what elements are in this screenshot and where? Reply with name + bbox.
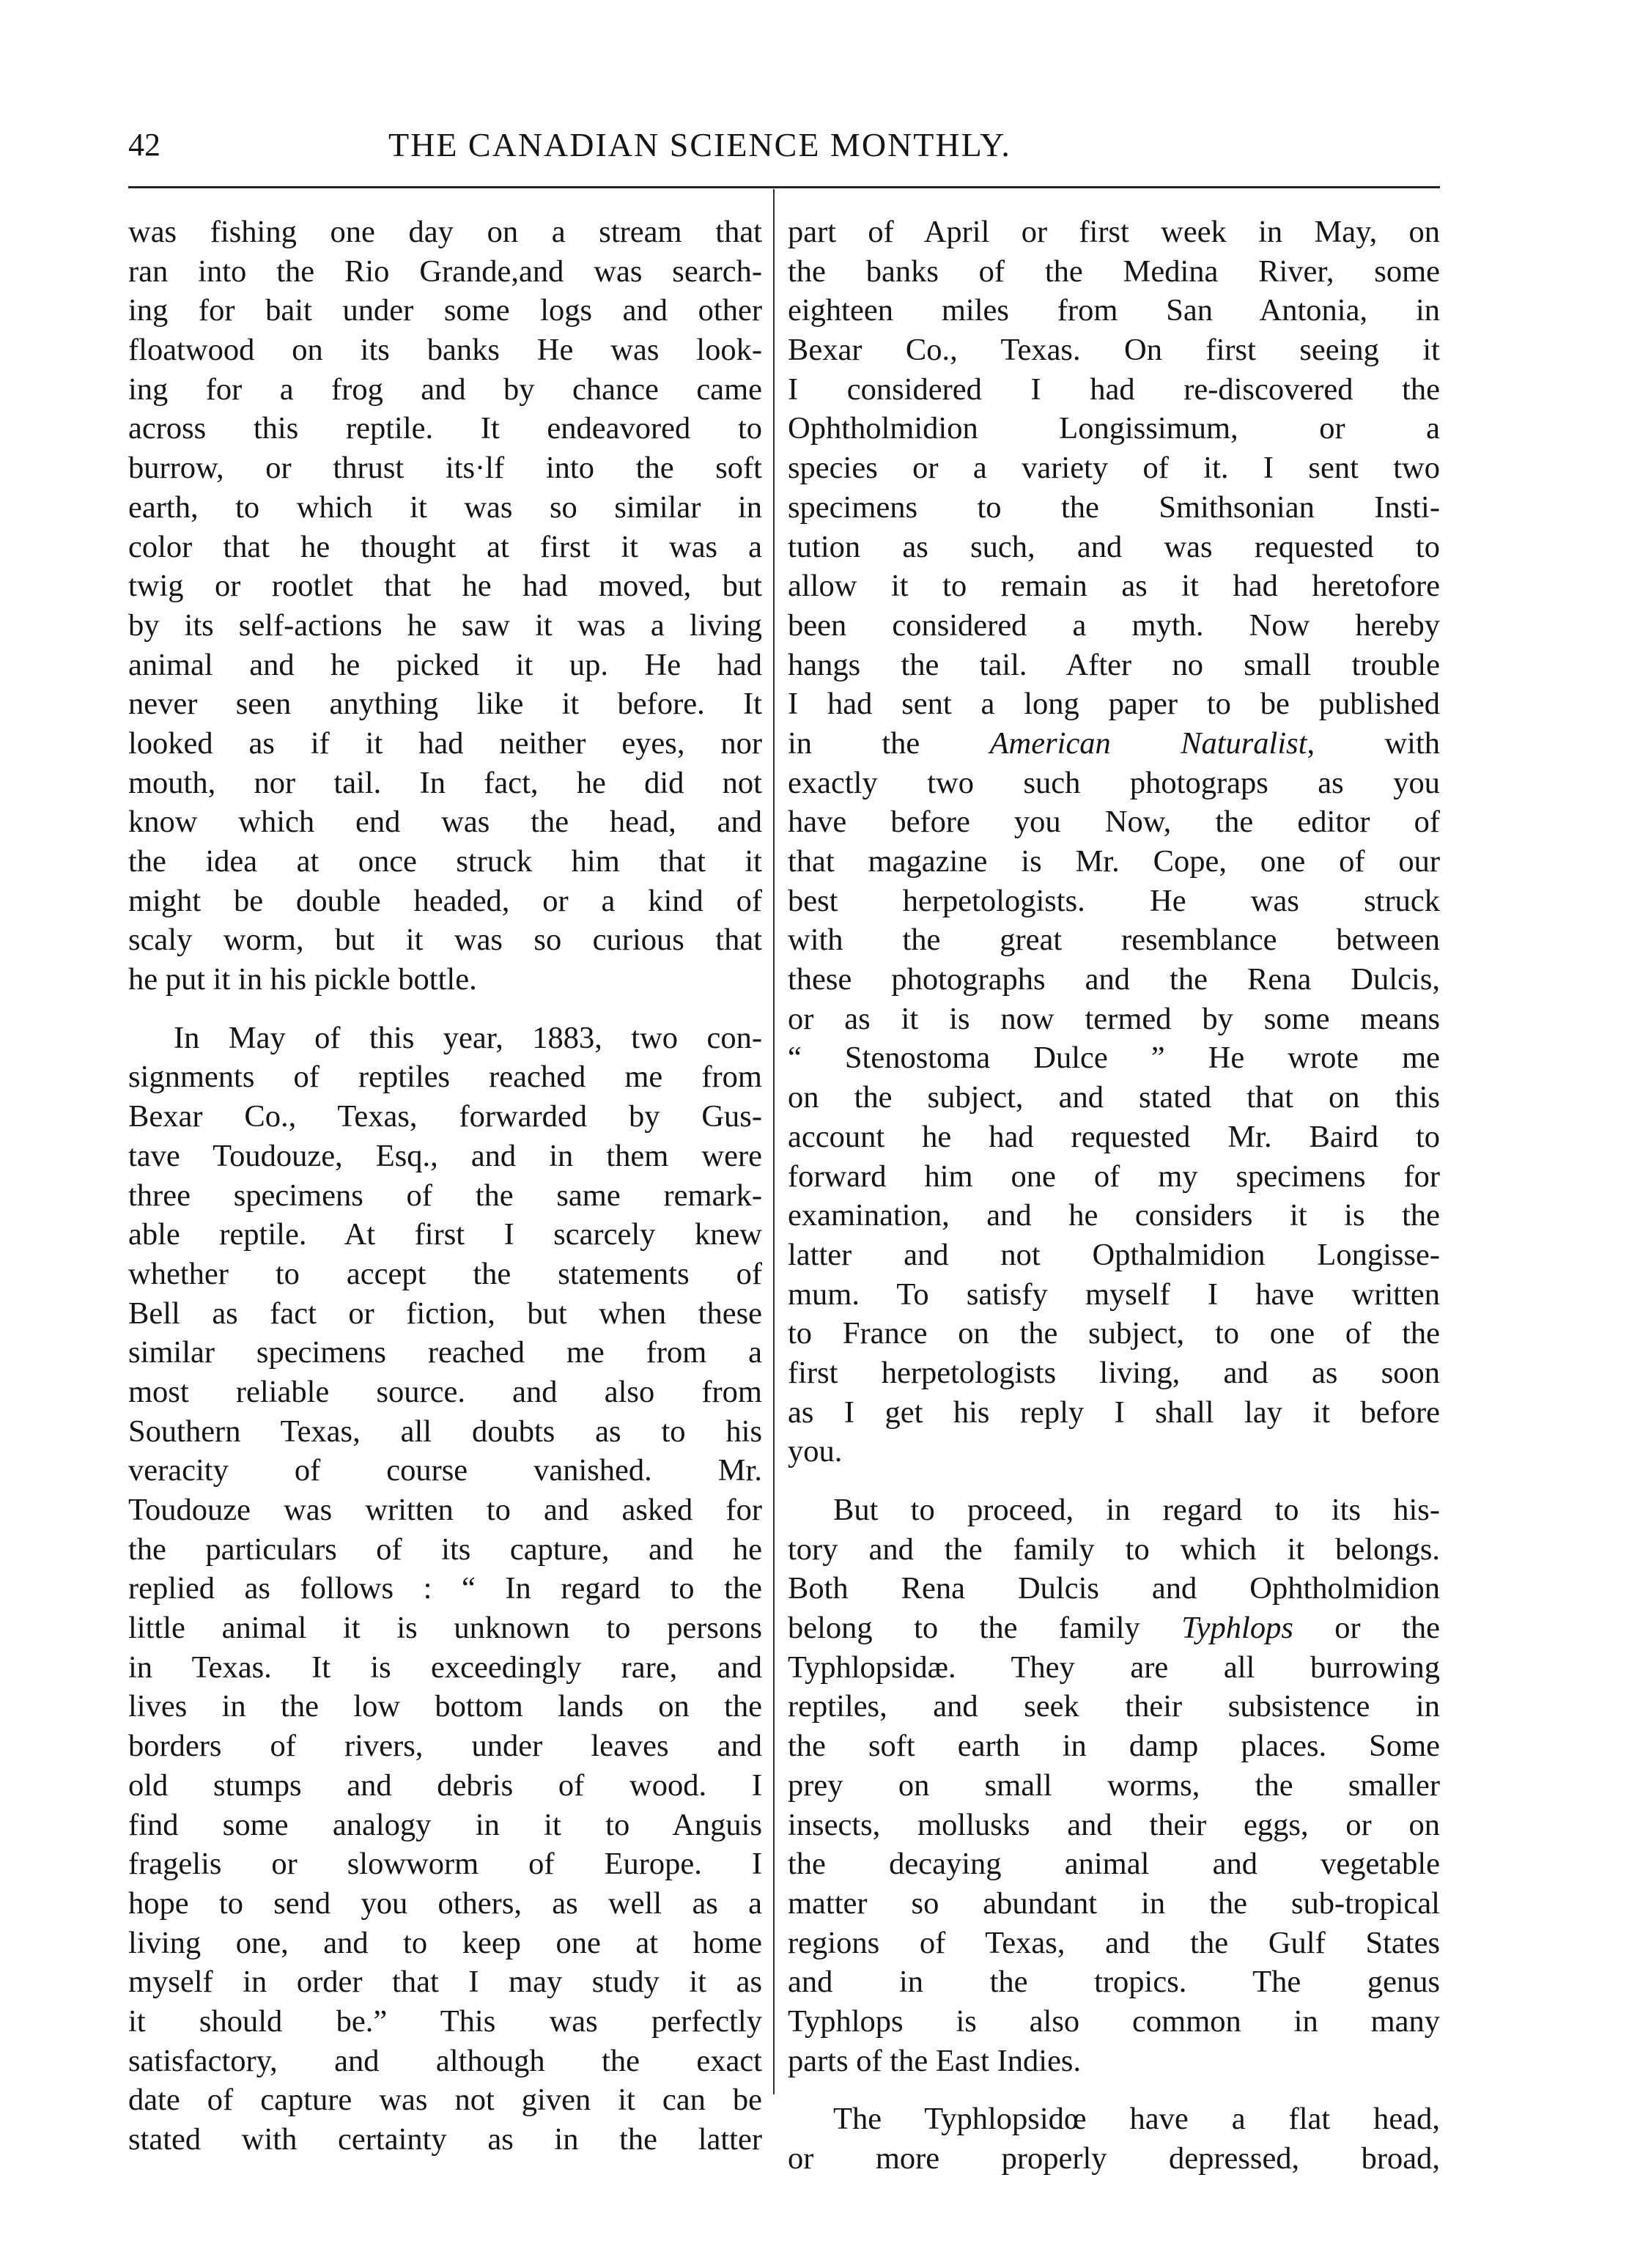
text-line: animal and he picked it up. He had <box>128 647 762 682</box>
right-paragraph-2 <box>788 1491 1440 2080</box>
text-line: belong to the family Typhlops or the <box>788 1611 1441 1646</box>
text-line: the banks of the Medina River, some <box>788 254 1440 289</box>
text-line: able reptile. At first I scarcely knew <box>128 1217 762 1252</box>
text-line: whether to accept the statements of <box>128 1256 762 1291</box>
text-line: in Texas. It is exceedingly rare, and <box>128 1650 762 1685</box>
text-line: hope to send you others, as well as a <box>128 1885 762 1921</box>
text-line: earth, to which it was so similar in <box>128 490 762 525</box>
text-line: tory and the family to which it belongs. <box>788 1532 1440 1567</box>
text-line: floatwood on its banks He was look- <box>128 333 762 368</box>
text-line: color that he thought at first it was a <box>128 529 762 564</box>
text-line: veracity of course vanished. Mr. <box>128 1453 762 1488</box>
text-line: best herpetologists. He was struck <box>788 883 1440 918</box>
text-line: I considered I had re-discovered the <box>788 372 1440 407</box>
text-line: I had sent a long paper to be published <box>788 687 1440 722</box>
text-line: part of April or first week in May, on <box>788 215 1440 249</box>
text-line: In May of this year, 1883, two con- <box>174 1020 762 1055</box>
text-line: account he had requested Mr. Baird to <box>788 1119 1440 1154</box>
text-line: it should be.” This was perfectly <box>128 2003 762 2039</box>
left-paragraph-2 <box>128 1019 762 2160</box>
text-line: mum. To satisfy myself I have written <box>788 1277 1440 1312</box>
text-line: parts of the East Indies. <box>788 2043 1082 2078</box>
text-line: the idea at once struck him that it <box>128 844 762 879</box>
right-paragraph-1 <box>788 213 1440 1471</box>
text-line: date of capture was not given it can be <box>128 2083 762 2118</box>
text-line: or more properly depressed, broad, <box>788 2141 1440 2176</box>
text-line: similar specimens reached me from a <box>128 1335 762 1370</box>
text-line: mouth, nor tail. In fact, he did not <box>128 765 762 800</box>
paragraph-gap <box>788 1471 1440 1491</box>
text-line: allow it to remain as it had heretofore <box>788 569 1440 604</box>
text-line: exactly two such photograps as you <box>788 765 1440 800</box>
text-line: might be double headed, or a kind of <box>128 883 762 918</box>
page-number: 42 <box>128 127 160 163</box>
text-line: old stumps and debris of wood. I <box>128 1768 762 1803</box>
right-column <box>788 213 1440 2179</box>
column-divider <box>773 189 775 2094</box>
text-line: hangs the tail. After no small trouble <box>788 647 1440 682</box>
text-line: he put it in his pickle bottle. <box>128 962 477 997</box>
text-line: eighteen miles from San Antonia, in <box>788 293 1440 328</box>
text-line: fragelis or slowworm of Europe. I <box>128 1847 762 1882</box>
text-line: Southern Texas, all doubts as to his <box>128 1414 762 1449</box>
text-line: know which end was the head, and <box>128 805 762 840</box>
text-line: Typhlopsidæ. They are all burrowing <box>788 1650 1440 1685</box>
text-line: Bexar Co., Texas, forwarded by Gus- <box>128 1099 762 1134</box>
text-line: latter and not Opthalmidion Longisse- <box>788 1237 1440 1272</box>
text-line: forward him one of my specimens for <box>788 1159 1440 1194</box>
text-line: three specimens of the same remark- <box>128 1178 762 1213</box>
left-column <box>128 213 762 2160</box>
text-line: living one, and to keep one at home <box>128 1925 762 1960</box>
text-line: Bexar Co., Texas. On first seeing it <box>788 333 1440 368</box>
right-paragraph-3 <box>788 2099 1440 2178</box>
text-line: that magazine is Mr. Cope, one of our <box>788 844 1440 879</box>
text-line: most reliable source. and also from <box>128 1374 762 1409</box>
text-line: the soft earth in damp places. Some <box>788 1729 1440 1764</box>
text-line: satisfactory, and although the exact <box>128 2043 762 2078</box>
running-head: THE CANADIAN SCIENCE MONTHLY. <box>388 126 1011 163</box>
text-line: lives in the low bottom lands on the <box>128 1689 762 1724</box>
text-line: Bell as fact or fiction, but when these <box>128 1296 762 1331</box>
text-line: examination, and he considers it is the <box>788 1198 1440 1233</box>
text-line: looked as if it had neither eyes, nor <box>128 725 762 761</box>
text-line: you. <box>788 1434 843 1469</box>
text-line: twig or rootlet that he had moved, but <box>128 569 762 604</box>
paragraph-gap <box>788 2080 1440 2099</box>
paragraph-gap <box>128 1000 762 1019</box>
text-line: Toudouze was written to and asked for <box>128 1493 762 1527</box>
text-line: little animal it is unknown to persons <box>128 1611 762 1646</box>
text-line: insects, mollusks and their eggs, or on <box>788 1807 1440 1842</box>
text-line: was fishing one day on a stream that <box>128 215 762 249</box>
text-line: ing for a frog and by chance came <box>128 372 762 407</box>
text-line: these photographs and the Rena Dulcis, <box>788 962 1440 997</box>
text-line: prey on small worms, the smaller <box>788 1768 1440 1803</box>
text-line: ing for bait under some logs and other <box>128 293 762 328</box>
text-line: have before you Now, the editor of <box>788 805 1440 840</box>
text-line: specimens to the Smithsonian Insti- <box>788 490 1440 525</box>
text-line: across this reptile. It endeavored to <box>128 411 762 446</box>
text-line: on the subject, and stated that on this <box>788 1080 1440 1115</box>
text-line: in the American Naturalist, with <box>788 725 1440 761</box>
text-line: with the great resemblance between <box>788 923 1440 958</box>
page-header <box>128 123 1440 174</box>
text-line: the particulars of its capture, and he <box>128 1532 762 1567</box>
text-line: regions of Texas, and the Gulf States <box>788 1925 1440 1960</box>
text-line: stated with certainty as in the latter <box>128 2122 762 2157</box>
text-line: Ophtholmidion Longissimum, or a <box>788 411 1440 446</box>
text-line: Typhlops is also common in many <box>788 2003 1440 2039</box>
text-line: scaly worm, but it was so curious that <box>128 923 762 958</box>
text-line: first herpetologists living, and as soon <box>788 1355 1440 1390</box>
text-line: species or a variety of it. I sent two <box>788 451 1440 486</box>
text-line: never seen anything like it before. It <box>128 687 762 722</box>
left-paragraph-1 <box>128 213 762 1000</box>
text-line: the decaying animal and vegetable <box>788 1847 1440 1882</box>
text-line: reptiles, and seek their subsistence in <box>788 1689 1440 1724</box>
text-line: to France on the subject, to one of the <box>788 1316 1440 1351</box>
text-line: signments of reptiles reached me from <box>128 1060 762 1095</box>
text-line: Both Rena Dulcis and Ophtholmidion <box>788 1571 1440 1606</box>
text-line: borders of rivers, under leaves and <box>128 1729 762 1764</box>
text-line: myself in order that I may study it as <box>128 1965 762 2000</box>
text-line: or as it is now termed by some means <box>788 1001 1440 1036</box>
text-line: But to proceed, in regard to its his- <box>833 1493 1440 1527</box>
text-line: as I get his reply I shall lay it before <box>788 1395 1440 1430</box>
text-line: replied as follows : “ In regard to the <box>128 1571 762 1606</box>
text-line: matter so abundant in the sub-tropical <box>788 1885 1440 1921</box>
text-line: tution as such, and was requested to <box>788 529 1440 564</box>
text-line: find some analogy in it to Anguis <box>128 1807 762 1842</box>
text-line: tave Toudouze, Esq., and in them were <box>128 1138 762 1173</box>
text-line: The Typhlopsidœ have a flat head, <box>833 2102 1440 2137</box>
text-line: burrow, or thrust its·lf into the soft <box>128 451 762 486</box>
text-line: and in the tropics. The genus <box>788 1965 1440 2000</box>
text-line: ran into the Rio Grande,and was search- <box>128 254 762 289</box>
text-line: been considered a myth. Now hereby <box>788 607 1440 643</box>
text-line: by its self-actions he saw it was a living <box>128 607 762 643</box>
header-rule <box>128 186 1440 188</box>
text-line: “ Stenostoma Dulce ” He wrote me <box>788 1041 1440 1076</box>
